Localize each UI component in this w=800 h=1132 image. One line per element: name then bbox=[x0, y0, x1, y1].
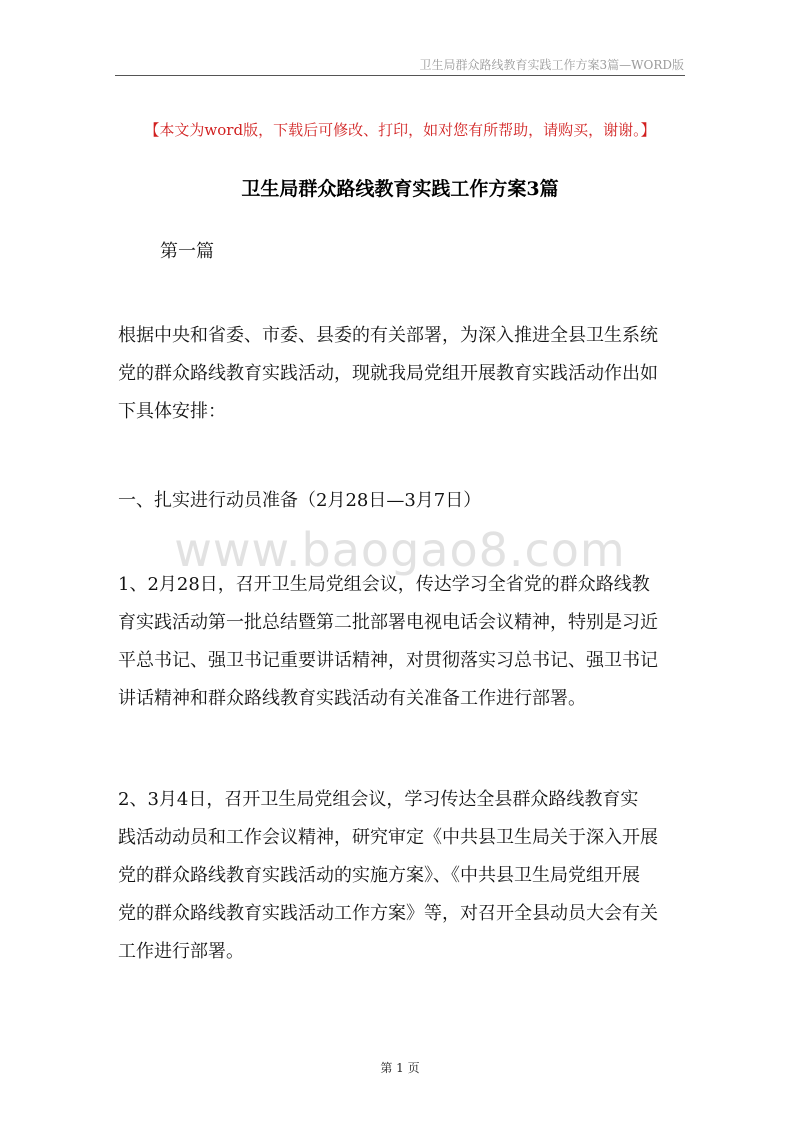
watermark: www.baogao8.com bbox=[174, 523, 626, 577]
section-heading: 一、扎实进行动员准备（2月28日—3月7日） bbox=[118, 490, 482, 511]
intro-line: 根据中央和省委、市委、县委的有关部署，为深入推进全县卫生系统 bbox=[118, 325, 658, 346]
item-1-line: 平总书记、强卫书记重要讲话精神，对贯彻落实习总书记、强卫书记 bbox=[118, 650, 658, 671]
item-2-paragraph bbox=[118, 781, 688, 971]
item-1-line: 育实践活动第一批总结暨第二批部署电视电话会议精神，特别是习近 bbox=[118, 612, 658, 633]
running-header: 卫生局群众路线教育实践工作方案3篇—WORD版 bbox=[419, 58, 684, 72]
header-rule bbox=[115, 75, 685, 76]
item-2-line: 2、3月4日，召开卫生局党组会议，学习传达全县群众路线教育实 bbox=[118, 789, 639, 810]
item-2-line: 党的群众路线教育实践活动的实施方案》、《中共县卫生局党组开展 bbox=[118, 865, 640, 886]
intro-line: 党的群众路线教育实践活动，现就我局党组开展教育实践活动作出如 bbox=[118, 363, 658, 384]
item-2-line: 工作进行部署。 bbox=[118, 941, 244, 962]
item-1-line: 讲话精神和群众路线教育实践活动有关准备工作进行部署。 bbox=[118, 688, 586, 709]
document-title: 卫生局群众路线教育实践工作方案3篇 bbox=[241, 178, 559, 200]
page-number: 第 1 页 bbox=[380, 1061, 420, 1075]
item-1-paragraph bbox=[118, 566, 688, 718]
item-1-line: 1、2月28日，召开卫生局党组会议，传达学习全省党的群众路线教 bbox=[118, 574, 650, 595]
intro-line: 下具体安排： bbox=[118, 401, 226, 422]
part-label: 第一篇 bbox=[160, 241, 214, 262]
item-2-line: 践活动动员和工作会议精神，研究审定《中共县卫生局关于深入开展 bbox=[118, 827, 658, 848]
purchase-notice: 【本文为word版，下载后可修改、打印，如对您有所帮助，请购买，谢谢。】 bbox=[144, 121, 656, 139]
item-2-line: 党的群众路线教育实践活动工作方案》等，对召开全县动员大会有关 bbox=[118, 903, 658, 924]
intro-paragraph bbox=[118, 317, 688, 431]
